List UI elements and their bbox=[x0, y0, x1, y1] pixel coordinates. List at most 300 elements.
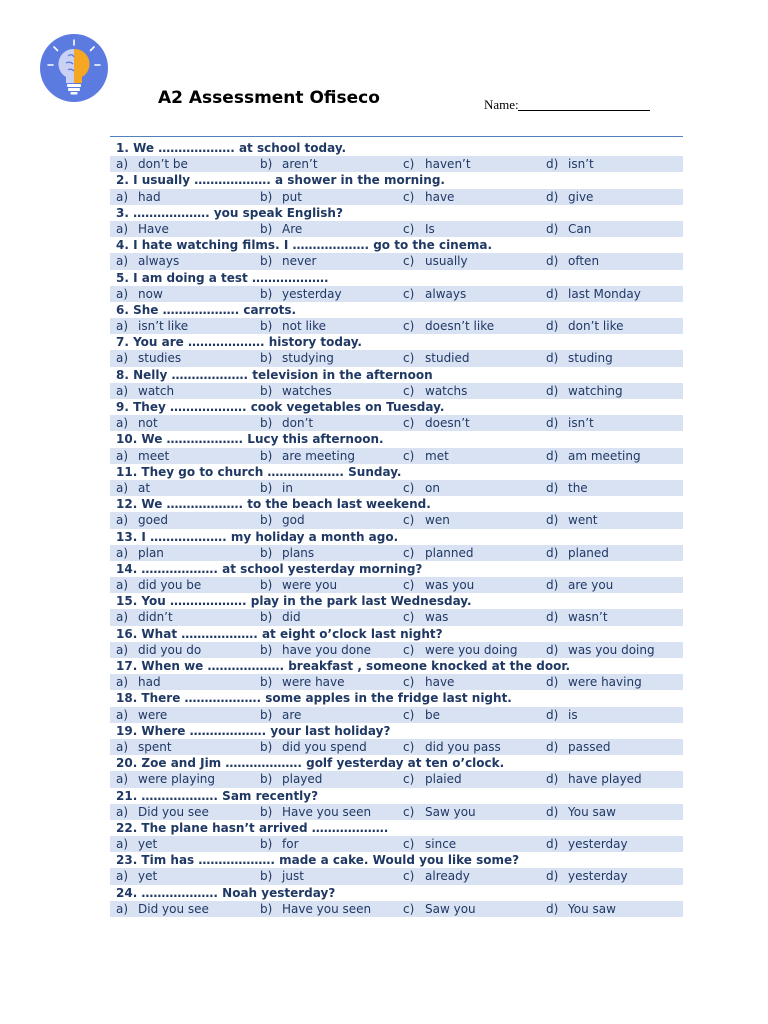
option-b[interactable] bbox=[260, 771, 322, 787]
option-text: You saw bbox=[568, 804, 616, 819]
option-letter: d) bbox=[546, 739, 559, 754]
option-letter: b) bbox=[260, 157, 273, 172]
option-d[interactable] bbox=[546, 189, 593, 205]
question-21: 21. ………………. Sam recently? bbox=[116, 788, 319, 803]
option-d[interactable] bbox=[546, 545, 609, 561]
option-text: haven’t bbox=[425, 157, 471, 172]
option-c[interactable] bbox=[403, 836, 456, 852]
option-text: Is bbox=[425, 221, 435, 236]
option-letter: b) bbox=[260, 189, 273, 204]
option-letter: c) bbox=[403, 254, 415, 269]
option-text: at bbox=[138, 480, 151, 495]
option-b[interactable] bbox=[260, 383, 332, 399]
option-c[interactable] bbox=[403, 221, 435, 237]
option-text: don’t be bbox=[138, 157, 188, 172]
option-letter: a) bbox=[116, 901, 129, 916]
question-6: 6. She ………………. carrots. bbox=[116, 302, 297, 317]
option-letter: a) bbox=[116, 869, 129, 884]
option-text: did you be bbox=[138, 578, 202, 593]
option-letter: c) bbox=[403, 157, 415, 172]
option-text: planned bbox=[425, 545, 474, 560]
option-letter: d) bbox=[546, 254, 559, 269]
question-8: 8. Nelly ………………. television in the afternoon bbox=[116, 367, 433, 382]
option-c[interactable] bbox=[403, 577, 474, 593]
option-letter: d) bbox=[546, 416, 559, 431]
option-a[interactable] bbox=[116, 577, 201, 593]
option-letter: b) bbox=[260, 319, 273, 334]
option-text: plan bbox=[138, 545, 164, 560]
option-text: played bbox=[282, 772, 323, 787]
question-22: 22. The plane hasn’t arrived ………………. bbox=[116, 820, 389, 835]
option-text: never bbox=[282, 254, 317, 269]
option-text: had bbox=[138, 675, 161, 690]
option-c[interactable] bbox=[403, 642, 517, 658]
option-d[interactable] bbox=[546, 804, 616, 820]
option-text: since bbox=[425, 837, 457, 852]
option-d[interactable] bbox=[546, 253, 599, 269]
option-a[interactable] bbox=[116, 771, 215, 787]
option-text: went bbox=[568, 513, 598, 528]
options-row-19 bbox=[110, 739, 683, 755]
option-b[interactable] bbox=[260, 674, 345, 690]
options-row-24 bbox=[110, 901, 683, 917]
option-letter: a) bbox=[116, 837, 129, 852]
option-letter: a) bbox=[116, 189, 129, 204]
option-c[interactable] bbox=[403, 868, 470, 884]
option-text: spent bbox=[138, 739, 172, 754]
option-text: just bbox=[282, 869, 304, 884]
option-letter: a) bbox=[116, 739, 129, 754]
option-letter: d) bbox=[546, 383, 559, 398]
option-text: planed bbox=[568, 545, 609, 560]
option-a[interactable] bbox=[116, 480, 150, 496]
option-text: watches bbox=[282, 383, 332, 398]
option-text: were you bbox=[282, 578, 338, 593]
option-text: were have bbox=[282, 675, 345, 690]
options-row-7 bbox=[110, 350, 683, 366]
option-text: studied bbox=[425, 351, 470, 366]
option-letter: c) bbox=[403, 707, 415, 722]
option-letter: a) bbox=[116, 448, 129, 463]
option-letter: d) bbox=[546, 707, 559, 722]
option-d[interactable] bbox=[546, 577, 613, 593]
option-letter: a) bbox=[116, 578, 129, 593]
option-letter: b) bbox=[260, 448, 273, 463]
option-letter: b) bbox=[260, 578, 273, 593]
option-text: Did you see bbox=[138, 901, 209, 916]
option-letter: a) bbox=[116, 610, 129, 625]
option-text: was you doing bbox=[568, 642, 655, 657]
option-b[interactable] bbox=[260, 189, 302, 205]
option-c[interactable] bbox=[403, 253, 468, 269]
options-row-1 bbox=[110, 156, 683, 172]
option-c[interactable] bbox=[403, 739, 501, 755]
option-letter: d) bbox=[546, 675, 559, 690]
option-letter: d) bbox=[546, 772, 559, 787]
question-4: 4. I hate watching films. I ………………. go to the cinema. bbox=[116, 238, 493, 253]
option-b[interactable] bbox=[260, 707, 301, 723]
option-d[interactable] bbox=[546, 642, 655, 658]
option-a[interactable] bbox=[116, 804, 209, 820]
option-letter: c) bbox=[403, 675, 415, 690]
option-text: watch bbox=[138, 383, 175, 398]
question-13: 13. I ………………. my holiday a month ago. bbox=[116, 529, 399, 544]
option-d[interactable] bbox=[546, 286, 641, 302]
option-letter: d) bbox=[546, 157, 559, 172]
option-letter: c) bbox=[403, 739, 415, 754]
options-row-23 bbox=[110, 868, 683, 884]
option-text: are bbox=[282, 707, 302, 722]
option-c[interactable] bbox=[403, 318, 494, 334]
option-a[interactable] bbox=[116, 642, 201, 658]
option-c[interactable] bbox=[403, 707, 440, 723]
option-text: Have bbox=[138, 221, 169, 236]
option-text: did you pass bbox=[425, 739, 501, 754]
option-letter: d) bbox=[546, 578, 559, 593]
option-text: are meeting bbox=[282, 448, 355, 463]
option-c[interactable] bbox=[403, 512, 450, 528]
option-c[interactable] bbox=[403, 286, 466, 302]
option-d[interactable] bbox=[546, 901, 616, 917]
option-d[interactable] bbox=[546, 221, 591, 237]
question-23: 23. Tim has ………………. made a cake. Would you like some? bbox=[116, 853, 520, 868]
option-letter: d) bbox=[546, 901, 559, 916]
option-letter: c) bbox=[403, 351, 415, 366]
options-row-14 bbox=[110, 577, 683, 593]
question-7: 7. You are ………………. history today. bbox=[116, 335, 362, 350]
option-letter: c) bbox=[403, 480, 415, 495]
question-24: 24. ………………. Noah yesterday? bbox=[116, 885, 336, 900]
option-a[interactable] bbox=[116, 318, 188, 334]
option-text: met bbox=[425, 448, 449, 463]
option-letter: a) bbox=[116, 286, 129, 301]
option-text: not like bbox=[282, 319, 327, 334]
option-d[interactable] bbox=[546, 868, 628, 884]
option-c[interactable] bbox=[403, 771, 462, 787]
name-blank-line bbox=[518, 110, 650, 111]
option-letter: a) bbox=[116, 545, 129, 560]
option-c[interactable] bbox=[403, 545, 474, 561]
option-b[interactable] bbox=[260, 545, 314, 561]
option-text: always bbox=[425, 286, 467, 301]
option-letter: a) bbox=[116, 351, 129, 366]
option-b[interactable] bbox=[260, 577, 337, 593]
options-row-6 bbox=[110, 318, 683, 334]
options-row-22 bbox=[110, 836, 683, 852]
option-letter: d) bbox=[546, 286, 559, 301]
option-letter: b) bbox=[260, 416, 273, 431]
question-20: 20. Zoe and Jim ………………. golf yesterday at ten o’clock. bbox=[116, 756, 505, 771]
question-5: 5. I am doing a test ………………. bbox=[116, 270, 329, 285]
option-text: the bbox=[568, 480, 588, 495]
options-row-18 bbox=[110, 707, 683, 723]
option-text: yesterday bbox=[568, 837, 628, 852]
option-letter: c) bbox=[403, 804, 415, 819]
option-c[interactable] bbox=[403, 189, 454, 205]
option-letter: b) bbox=[260, 480, 273, 495]
option-text: did bbox=[282, 610, 301, 625]
option-letter: b) bbox=[260, 869, 273, 884]
option-a[interactable] bbox=[116, 350, 181, 366]
option-letter: d) bbox=[546, 448, 559, 463]
option-text: were having bbox=[568, 675, 642, 690]
option-letter: b) bbox=[260, 901, 273, 916]
options-row-15 bbox=[110, 609, 683, 625]
option-letter: d) bbox=[546, 221, 559, 236]
option-text: studying bbox=[282, 351, 334, 366]
option-text: yesterday bbox=[568, 869, 628, 884]
option-b[interactable] bbox=[260, 804, 371, 820]
question-list bbox=[110, 140, 683, 917]
option-b[interactable] bbox=[260, 221, 302, 237]
option-letter: b) bbox=[260, 804, 273, 819]
option-b[interactable] bbox=[260, 415, 313, 431]
option-d[interactable] bbox=[546, 383, 623, 399]
option-text: Are bbox=[282, 221, 303, 236]
option-d[interactable] bbox=[546, 771, 642, 787]
option-letter: a) bbox=[116, 254, 129, 269]
option-a[interactable] bbox=[116, 221, 169, 237]
option-letter: c) bbox=[403, 286, 415, 301]
option-b[interactable] bbox=[260, 350, 334, 366]
option-letter: a) bbox=[116, 416, 129, 431]
option-letter: c) bbox=[403, 578, 415, 593]
option-text: passed bbox=[568, 739, 611, 754]
option-text: is bbox=[568, 707, 578, 722]
option-letter: d) bbox=[546, 513, 559, 528]
option-letter: b) bbox=[260, 254, 273, 269]
option-b[interactable] bbox=[260, 156, 318, 172]
option-d[interactable] bbox=[546, 350, 613, 366]
option-a[interactable] bbox=[116, 448, 169, 464]
option-text: yet bbox=[138, 837, 158, 852]
option-letter: a) bbox=[116, 707, 129, 722]
option-b[interactable] bbox=[260, 253, 316, 269]
option-d[interactable] bbox=[546, 415, 594, 431]
option-letter: a) bbox=[116, 772, 129, 787]
option-c[interactable] bbox=[403, 609, 448, 625]
option-letter: b) bbox=[260, 286, 273, 301]
option-letter: a) bbox=[116, 383, 129, 398]
option-letter: d) bbox=[546, 804, 559, 819]
option-c[interactable] bbox=[403, 674, 454, 690]
option-letter: b) bbox=[260, 221, 273, 236]
option-letter: c) bbox=[403, 545, 415, 560]
question-14: 14. ………………. at school yesterday morning? bbox=[116, 561, 423, 576]
option-letter: b) bbox=[260, 610, 273, 625]
option-letter: a) bbox=[116, 804, 129, 819]
option-d[interactable] bbox=[546, 480, 588, 496]
option-d[interactable] bbox=[546, 156, 594, 172]
option-letter: b) bbox=[260, 545, 273, 560]
option-c[interactable] bbox=[403, 383, 467, 399]
question-10: 10. We ………………. Lucy this afternoon. bbox=[116, 432, 384, 447]
option-b[interactable] bbox=[260, 836, 299, 852]
option-b[interactable] bbox=[260, 512, 305, 528]
option-a[interactable] bbox=[116, 253, 179, 269]
option-b[interactable] bbox=[260, 480, 293, 496]
options-row-20 bbox=[110, 771, 683, 787]
question-1: 1. We ………………. at school today. bbox=[116, 141, 347, 155]
option-letter: d) bbox=[546, 480, 559, 495]
option-c[interactable] bbox=[403, 415, 470, 431]
option-c[interactable] bbox=[403, 480, 440, 496]
option-a[interactable] bbox=[116, 415, 158, 431]
option-letter: b) bbox=[260, 675, 273, 690]
option-text: didn’t bbox=[138, 610, 173, 625]
option-letter: a) bbox=[116, 513, 129, 528]
options-row-17 bbox=[110, 674, 683, 690]
option-a[interactable] bbox=[116, 674, 161, 690]
option-b[interactable] bbox=[260, 642, 371, 658]
option-text: don’t bbox=[282, 416, 314, 431]
option-letter: d) bbox=[546, 869, 559, 884]
option-a[interactable] bbox=[116, 868, 157, 884]
option-text: doesn’t like bbox=[425, 319, 495, 334]
option-text: plaied bbox=[425, 772, 462, 787]
option-letter: c) bbox=[403, 772, 415, 787]
option-d[interactable] bbox=[546, 674, 642, 690]
option-text: watchs bbox=[425, 383, 468, 398]
question-18: 18. There ………………. some apples in the fridge last night. bbox=[116, 691, 512, 706]
option-d[interactable] bbox=[546, 739, 610, 755]
option-a[interactable] bbox=[116, 609, 173, 625]
question-17: 17. When we ………………. breakfast , someone knocked at the door. bbox=[116, 659, 571, 673]
option-d[interactable] bbox=[546, 609, 608, 625]
option-letter: c) bbox=[403, 383, 415, 398]
option-d[interactable] bbox=[546, 512, 598, 528]
option-text: often bbox=[568, 254, 600, 269]
option-letter: a) bbox=[116, 480, 129, 495]
options-row-8 bbox=[110, 383, 683, 399]
options-row-16 bbox=[110, 642, 683, 658]
option-text: in bbox=[282, 480, 293, 495]
option-letter: c) bbox=[403, 837, 415, 852]
options-row-10 bbox=[110, 448, 683, 464]
options-row-2 bbox=[110, 189, 683, 205]
option-text: was bbox=[425, 610, 449, 625]
option-letter: d) bbox=[546, 642, 559, 657]
option-text: already bbox=[425, 869, 470, 884]
option-a[interactable] bbox=[116, 512, 168, 528]
lightbulb-brain-logo bbox=[38, 34, 110, 102]
option-letter: d) bbox=[546, 351, 559, 366]
option-text: isn’t like bbox=[138, 319, 189, 334]
option-a[interactable] bbox=[116, 156, 188, 172]
option-d[interactable] bbox=[546, 836, 628, 852]
options-row-9 bbox=[110, 415, 683, 431]
option-text: doesn’t bbox=[425, 416, 470, 431]
option-text: have bbox=[425, 189, 455, 204]
options-row-21 bbox=[110, 804, 683, 820]
option-text: had bbox=[138, 189, 161, 204]
question-2: 2. I usually ………………. a shower in the morning. bbox=[116, 173, 445, 188]
option-text: did you do bbox=[138, 642, 202, 657]
option-text: now bbox=[138, 286, 163, 301]
option-text: put bbox=[282, 189, 302, 204]
option-a[interactable] bbox=[116, 739, 172, 755]
option-c[interactable] bbox=[403, 350, 470, 366]
option-letter: a) bbox=[116, 675, 129, 690]
option-text: studies bbox=[138, 351, 182, 366]
option-b[interactable] bbox=[260, 901, 371, 917]
option-text: aren’t bbox=[282, 157, 318, 172]
option-c[interactable] bbox=[403, 804, 476, 820]
option-text: isn’t bbox=[568, 416, 594, 431]
option-a[interactable] bbox=[116, 836, 157, 852]
option-letter: b) bbox=[260, 642, 273, 657]
option-b[interactable] bbox=[260, 448, 355, 464]
question-3: 3. ………………. you speak English? bbox=[116, 205, 343, 220]
option-text: Saw you bbox=[425, 804, 476, 819]
option-letter: c) bbox=[403, 901, 415, 916]
option-a[interactable] bbox=[116, 286, 163, 302]
option-a[interactable] bbox=[116, 707, 167, 723]
question-9: 9. They ………………. cook vegetables on Tuesday. bbox=[116, 400, 445, 414]
option-letter: d) bbox=[546, 545, 559, 560]
option-d[interactable] bbox=[546, 318, 623, 334]
option-letter: d) bbox=[546, 189, 559, 204]
option-c[interactable] bbox=[403, 901, 476, 917]
option-letter: c) bbox=[403, 642, 415, 657]
option-a[interactable] bbox=[116, 383, 174, 399]
option-b[interactable] bbox=[260, 318, 326, 334]
option-text: plans bbox=[282, 545, 315, 560]
option-text: watching bbox=[568, 383, 623, 398]
question-16: 16. What ………………. at eight o’clock last night? bbox=[116, 626, 443, 641]
option-letter: c) bbox=[403, 513, 415, 528]
option-text: were you doing bbox=[425, 642, 518, 657]
option-letter: c) bbox=[403, 221, 415, 236]
option-a[interactable] bbox=[116, 545, 164, 561]
option-letter: b) bbox=[260, 739, 273, 754]
option-letter: a) bbox=[116, 157, 129, 172]
option-letter: a) bbox=[116, 221, 129, 236]
options-row-12 bbox=[110, 512, 683, 528]
option-text: studing bbox=[568, 351, 613, 366]
option-a[interactable] bbox=[116, 901, 209, 917]
option-text: Saw you bbox=[425, 901, 476, 916]
option-letter: b) bbox=[260, 707, 273, 722]
option-letter: c) bbox=[403, 869, 415, 884]
option-text: am meeting bbox=[568, 448, 641, 463]
option-text: are you bbox=[568, 578, 614, 593]
option-letter: b) bbox=[260, 351, 273, 366]
option-d[interactable] bbox=[546, 448, 641, 464]
option-b[interactable] bbox=[260, 609, 301, 625]
option-text: isn’t bbox=[568, 157, 594, 172]
option-text: don’t like bbox=[568, 319, 624, 334]
option-c[interactable] bbox=[403, 156, 471, 172]
option-b[interactable] bbox=[260, 286, 342, 302]
option-letter: b) bbox=[260, 837, 273, 852]
name-label: Name: bbox=[484, 97, 519, 112]
option-text: not bbox=[138, 416, 158, 431]
option-c[interactable] bbox=[403, 448, 449, 464]
question-11: 11. They go to church ………………. Sunday. bbox=[116, 464, 402, 479]
option-a[interactable] bbox=[116, 189, 161, 205]
options-row-4 bbox=[110, 253, 683, 269]
option-text: yet bbox=[138, 869, 158, 884]
option-letter: b) bbox=[260, 383, 273, 398]
option-text: Have you seen bbox=[282, 901, 372, 916]
option-b[interactable] bbox=[260, 868, 304, 884]
option-text: last Monday bbox=[568, 286, 641, 301]
option-d[interactable] bbox=[546, 707, 578, 723]
option-b[interactable] bbox=[260, 739, 367, 755]
option-letter: c) bbox=[403, 189, 415, 204]
option-text: be bbox=[425, 707, 440, 722]
